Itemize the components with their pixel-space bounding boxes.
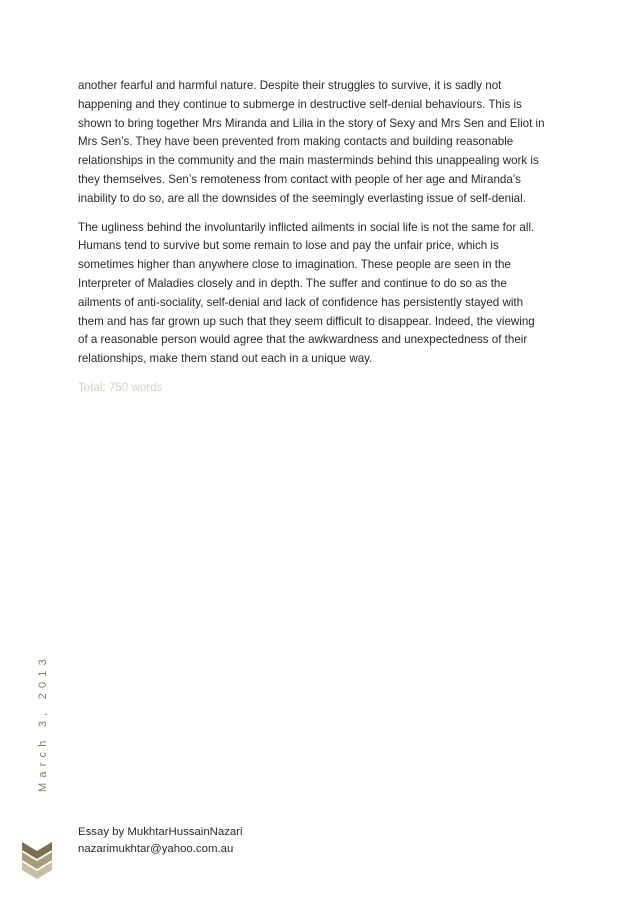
text-line: relationships in the community and the main masterminds behind this unappealing work is	[78, 154, 539, 168]
text-line: them and has far grown up such that they seem difficult to disappear. Indeed, the viewing	[78, 314, 535, 328]
word-count: Total: 750 words	[78, 380, 163, 394]
text-line: The ugliness behind the involuntarily inflicted ailments in social life is not the same for all.	[78, 220, 535, 234]
text-line: Humans tend to survive but some remain to lose and pay the unfair price, which is	[78, 239, 499, 253]
paragraph-2	[78, 219, 548, 369]
footer	[78, 824, 243, 858]
text-line: inability to do so, are all the downsides of the seemingly everlasting issue of self-denial.	[78, 191, 526, 205]
text-line: Mrs Sen’s. They have been prevented from making contacts and building reasonable	[78, 135, 514, 149]
double-chevron-down-icon	[22, 838, 52, 884]
text-line: another fearful and harmful nature. Despite their struggles to survive, it is sadly not	[78, 79, 502, 92]
text-line: ailments of anti-sociality, self-denial and lack of confidence has persistently stayed with	[78, 295, 524, 309]
footer-email: nazarimukhtar@yahoo.com.au	[78, 843, 234, 855]
text-line: sometimes higher than anywhere close to imagination. These people are seen in the	[78, 258, 511, 272]
sidebar-date: March 3, 2013	[37, 654, 49, 792]
text-line: relationships, make them stand out each in a unique way.	[78, 352, 373, 366]
text-line: Interpreter of Maladies closely and in depth. The suffer and continue to do so as the	[78, 276, 507, 290]
essay-body	[78, 77, 548, 398]
text-line: happening and they continue to submerge in destructive self-denial behaviours. This is	[78, 97, 522, 111]
footer-author: Essay by MukhtarHussainNazari	[78, 826, 243, 838]
paragraph-1	[78, 77, 548, 209]
text-line: of a reasonable person would agree that the awkwardness and unexpectedness of their	[78, 333, 528, 347]
text-line: they themselves. Sen’s remoteness from contact with people of her age and Miranda’s	[78, 172, 521, 186]
text-line: shown to bring together Mrs Miranda and Lilia in the story of Sexy and Mrs Sen and Eliot in	[78, 116, 545, 130]
